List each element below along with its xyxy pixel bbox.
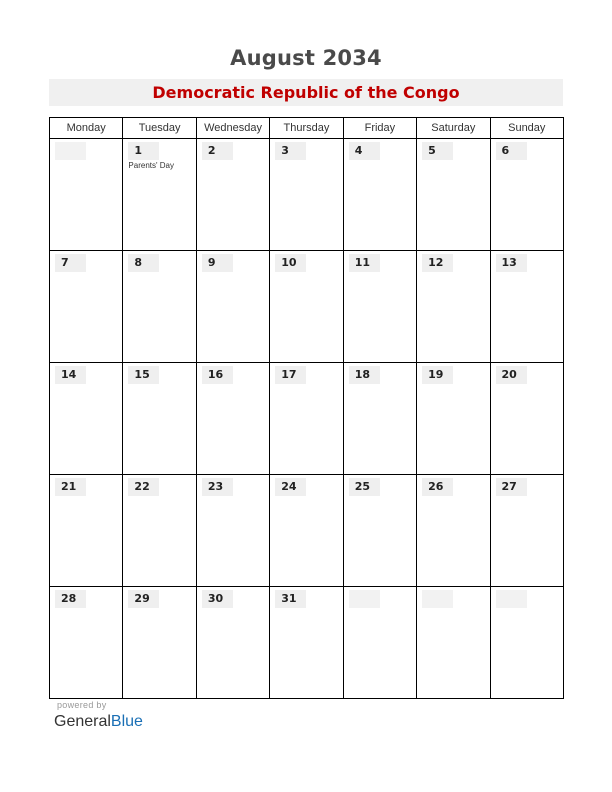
day-cell[interactable] — [196, 251, 269, 363]
day-number: 1 — [128, 142, 159, 160]
day-number: 24 — [275, 478, 306, 496]
day-cell[interactable] — [123, 475, 196, 587]
day-cell[interactable] — [270, 251, 343, 363]
weekday-header: Tuesday — [123, 118, 196, 139]
day-cell[interactable] — [490, 475, 563, 587]
day-number: 12 — [422, 254, 453, 272]
day-number: 19 — [422, 366, 453, 384]
weekday-header: Saturday — [417, 118, 490, 139]
day-number — [422, 590, 453, 608]
day-number: 9 — [202, 254, 233, 272]
day-number: 5 — [422, 142, 453, 160]
day-cell[interactable] — [196, 139, 269, 251]
day-number: 6 — [496, 142, 527, 160]
day-cell[interactable] — [196, 475, 269, 587]
country-banner — [49, 79, 563, 106]
day-cell[interactable] — [123, 139, 196, 251]
day-cell[interactable] — [50, 587, 123, 699]
day-number: 26 — [422, 478, 453, 496]
day-cell[interactable] — [490, 587, 563, 699]
day-cell[interactable] — [490, 363, 563, 475]
day-number: 15 — [128, 366, 159, 384]
day-number: 29 — [128, 590, 159, 608]
week-row — [50, 139, 564, 251]
weekday-header-row — [50, 118, 564, 139]
day-cell[interactable] — [270, 139, 343, 251]
day-cell[interactable] — [490, 139, 563, 251]
day-number: 3 — [275, 142, 306, 160]
day-number: 27 — [496, 478, 527, 496]
weekday-header: Thursday — [270, 118, 343, 139]
day-cell[interactable] — [270, 587, 343, 699]
country-name: Democratic Republic of the Congo — [152, 83, 460, 102]
day-cell[interactable] — [50, 475, 123, 587]
day-number: 18 — [349, 366, 380, 384]
brand-blue: Blue — [110, 713, 143, 730]
day-number: 28 — [55, 590, 86, 608]
day-number: 10 — [275, 254, 306, 272]
day-number: 31 — [275, 590, 306, 608]
day-number: 30 — [202, 590, 233, 608]
day-number: 11 — [349, 254, 380, 272]
weekday-header: Friday — [343, 118, 416, 139]
holiday-label: Parents' Day — [128, 161, 174, 170]
day-number: 21 — [55, 478, 86, 496]
day-cell[interactable] — [50, 251, 123, 363]
day-cell[interactable] — [417, 363, 490, 475]
day-number: 17 — [275, 366, 306, 384]
week-row — [50, 251, 564, 363]
day-number: 4 — [349, 142, 380, 160]
day-number — [496, 590, 527, 608]
day-number: 14 — [55, 366, 86, 384]
calendar-grid — [49, 117, 564, 699]
powered-by-label: powered by — [57, 700, 107, 710]
day-cell[interactable] — [196, 587, 269, 699]
day-cell[interactable] — [343, 139, 416, 251]
day-cell[interactable] — [343, 251, 416, 363]
day-number: 2 — [202, 142, 233, 160]
day-number: 20 — [496, 366, 527, 384]
week-row — [50, 475, 564, 587]
day-number: 23 — [202, 478, 233, 496]
day-cell[interactable] — [123, 251, 196, 363]
day-cell[interactable] — [343, 475, 416, 587]
day-number: 13 — [496, 254, 527, 272]
day-number: 25 — [349, 478, 380, 496]
day-cell[interactable] — [417, 475, 490, 587]
day-cell[interactable] — [270, 363, 343, 475]
weekday-header: Sunday — [490, 118, 563, 139]
week-row — [50, 363, 564, 475]
day-cell[interactable] — [343, 587, 416, 699]
week-row — [50, 587, 564, 699]
day-cell[interactable] — [490, 251, 563, 363]
day-number: 22 — [128, 478, 159, 496]
day-cell[interactable] — [343, 363, 416, 475]
brand-general: General — [54, 713, 111, 730]
weekday-header: Wednesday — [196, 118, 269, 139]
day-number — [349, 590, 380, 608]
day-number: 8 — [128, 254, 159, 272]
day-cell[interactable] — [417, 587, 490, 699]
day-cell[interactable] — [50, 139, 123, 251]
day-number — [55, 142, 86, 160]
day-cell[interactable] — [50, 363, 123, 475]
weekday-header: Monday — [50, 118, 123, 139]
day-number: 16 — [202, 366, 233, 384]
day-cell[interactable] — [196, 363, 269, 475]
day-cell[interactable] — [417, 251, 490, 363]
generalblue-logo[interactable] — [54, 713, 143, 731]
day-cell[interactable] — [417, 139, 490, 251]
day-cell[interactable] — [123, 587, 196, 699]
day-cell[interactable] — [123, 363, 196, 475]
day-cell[interactable] — [270, 475, 343, 587]
day-number: 7 — [55, 254, 86, 272]
calendar-title: August 2034 — [230, 46, 382, 70]
